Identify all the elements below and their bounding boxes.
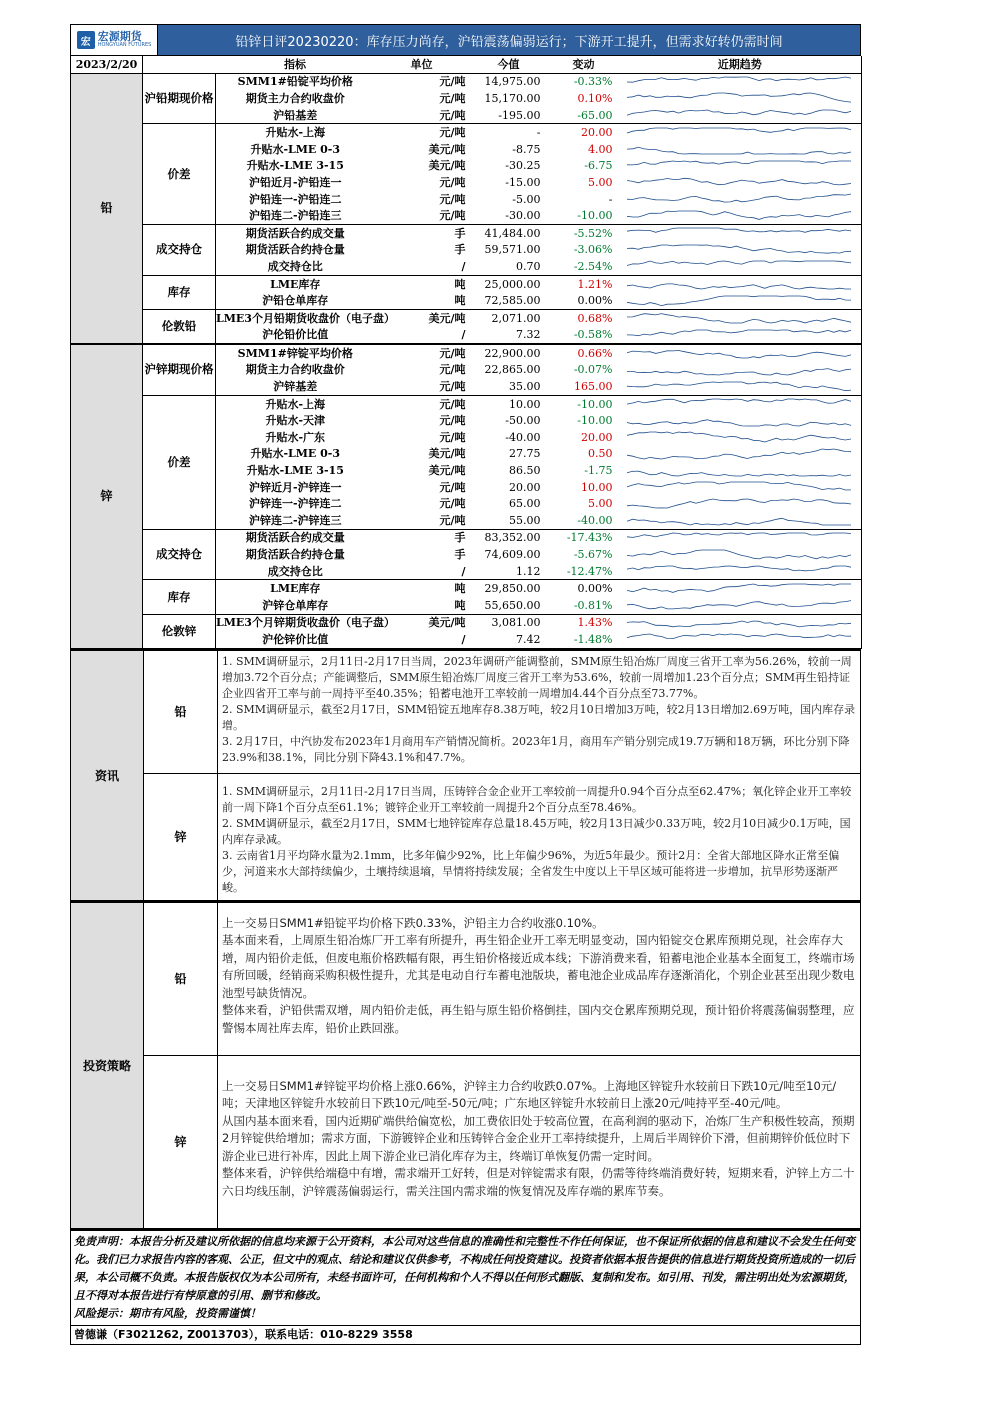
indicator-name: 升贴水-LME 0-3 xyxy=(250,142,341,156)
change-cell: 0.66% xyxy=(549,344,619,362)
unit-cell: / xyxy=(461,564,466,578)
table-row xyxy=(71,124,862,141)
value-cell: -5.00 xyxy=(512,192,541,206)
table-row xyxy=(71,275,862,292)
strategy-zinc-label: 锌 xyxy=(144,1056,218,1228)
indicator-name: 升贴水-LME 3-15 xyxy=(246,159,344,173)
unit-cell: 元/吨 xyxy=(375,395,469,412)
group-label: 成交持仓 xyxy=(143,224,216,275)
trend-line xyxy=(627,128,851,133)
trend-line xyxy=(627,194,851,202)
strategy-section xyxy=(70,901,861,1229)
change-cell: -0.58% xyxy=(573,328,613,342)
change-cell: -3.06% xyxy=(573,243,613,257)
trend-sparkline xyxy=(619,310,859,326)
indicator-name: 沪伦锌价比值 xyxy=(262,632,329,646)
trend-sparkline xyxy=(619,174,859,190)
trend-line xyxy=(627,161,851,165)
trend-cell xyxy=(619,429,862,446)
strategy-lead-text: 上一交易日SMM1#铅锭平均价格下跌0.33%，沪铅主力合约收涨0.10%。 基本面来看，上周原生铅冶炼厂开工率有所提升，再生铅企业开工率无明显变动，国内铅锭交仓累库预期兑现，社会库存大增，周内铅价走低，但废电瓶价格跌幅有限，再生铅价格接近成本线；下游消费来看，铅蓄电池企业基本全面复工，终端市场有所回暖，经销商采购积极性提升，尤其是电动自行车蓄电池版块，蓄电池企业成品库存逐渐消化，个别企业甚至出现少数电池型号缺货情况。 整体来看，沪铅供需双增，周内铅价走低，再生铅与原生铅价格倒挂，国内交仓累库预期兑现，预计铅价将震荡偏弱整理，应警惕本周社库去库，铅价止跌回涨。 xyxy=(222,915,855,1035)
unit-cell: 元/吨 xyxy=(439,497,466,511)
indicator-name: 期货主力合约收盘价 xyxy=(245,91,345,105)
trend-line xyxy=(627,601,851,609)
value-cell: -15.00 xyxy=(505,175,541,189)
trend-cell xyxy=(619,412,862,429)
value-cell: 15,170.00 xyxy=(484,91,541,105)
change-cell: 1.21% xyxy=(549,275,619,292)
table-header-row xyxy=(71,56,862,73)
unit-cell: 元/吨 xyxy=(439,192,466,206)
indicator-name: 升贴水-上海 xyxy=(216,124,375,141)
trend-line xyxy=(627,382,851,391)
unit-cell: 手 xyxy=(454,548,466,562)
change-cell: -1.48% xyxy=(573,632,613,646)
trend-cell xyxy=(619,292,862,309)
value-cell: 14,975.00 xyxy=(469,73,549,90)
indicator-name: 沪铅基差 xyxy=(273,108,318,122)
news-lead-text: 1. SMM调研显示，2月11日-2月17日当周，2023年调研产能调整前，SMM原生铅冶炼厂周度三省开工率为56.26%，较前一周增加3.72个百分点；产能调整后，SMM原生铅冶炼厂周度三省开工率为53.6%，较前一周增加1.23个百分点；SMM再生铅持证企业四省开工率与前一周持平至40.35%；铅蓄电池开工率较前一周增加4.44个百分点至73.77%。 2. SMM调研显示，截至2月17日，SMM铅锭五地库存8.38万吨，较2月10日增加3万吨，较2月13日增加2.69万吨，国内库存录增。 3. 2月17日，中汽协发布2023年1月商用车产销情况简析。2023年1月，商用车产销分别完成19.7万辆和18万辆，环比分别下降23.9%和38.1%，同比分别下降43.1%和47.7%。 xyxy=(222,654,856,764)
report-header xyxy=(70,24,861,56)
strategy-lead-label: 铅 xyxy=(144,903,218,1055)
trend-sparkline xyxy=(619,581,859,597)
trend-line xyxy=(627,621,851,627)
value-cell: 55,650.00 xyxy=(484,598,541,612)
trend-cell xyxy=(619,580,862,597)
news-lead-row xyxy=(144,651,860,774)
indicator-name: 期货活跃合约持仓量 xyxy=(245,548,345,562)
trend-cell xyxy=(619,479,862,496)
change-cell: -10.00 xyxy=(549,395,619,412)
trend-line xyxy=(627,296,851,306)
trend-sparkline xyxy=(619,597,859,613)
change-cell: 1.43% xyxy=(549,614,619,631)
table-row xyxy=(71,614,862,631)
trend-cell xyxy=(619,309,862,326)
indicator-name: 升贴水-上海 xyxy=(216,395,375,412)
strategy-zinc-row xyxy=(144,1056,860,1228)
change-cell: -12.47% xyxy=(566,564,613,578)
value-cell: 22,865.00 xyxy=(484,363,541,377)
trend-cell xyxy=(619,529,862,546)
news-lead-label: 铅 xyxy=(144,651,218,773)
trend-line xyxy=(627,449,851,459)
indicator-name: SMM1#锌锭平均价格 xyxy=(216,344,375,362)
unit-cell: 元/吨 xyxy=(439,480,466,494)
unit-cell: 元/吨 xyxy=(439,363,466,377)
trend-cell xyxy=(619,73,862,90)
trend-cell xyxy=(619,378,862,395)
unit-cell: 元/吨 xyxy=(439,108,466,122)
group-label: 价差 xyxy=(143,395,216,529)
trend-sparkline xyxy=(619,429,859,445)
value-cell: 1.12 xyxy=(516,564,541,578)
unit-cell: / xyxy=(461,328,466,342)
trend-sparkline xyxy=(619,563,859,579)
group-label: 沪铅期现价格 xyxy=(143,73,216,124)
value-cell: 74,609.00 xyxy=(484,548,541,562)
trend-cell xyxy=(619,275,862,292)
change-cell: 10.00 xyxy=(581,480,613,494)
trend-cell xyxy=(619,158,862,175)
unit-cell: 元/吨 xyxy=(439,209,466,223)
change-cell: -0.33% xyxy=(549,73,619,90)
trend-cell xyxy=(619,224,862,241)
value-cell: 55.00 xyxy=(509,513,541,527)
indicator-name: 沪铅仓单库存 xyxy=(262,294,329,308)
trend-sparkline xyxy=(619,242,859,258)
strategy-zinc-text: 上一交易日SMM1#锌锭平均价格上涨0.66%，沪锌主力合约收跌0.07%。上海地区锌锭升水较前日下跌10元/吨至10元/吨；天津地区锌锭升水较前日下跌10元/吨至-50元/吨；广东地区锌锭升水较前日上涨20元/吨持平至-40元/吨。 从国内基本面来看，国内近期矿端供给偏宽松，加工费依旧处于较高位置，在高利润的驱动下，冶炼厂生产积极性较高，预期2月锌锭供给增加；需求方面，下游镀锌企业和压铸锌合金企业开工率持续提升，上周后半周锌价下滑，但前期锌价低位时下游企业已进行补库，因此上周下游企业已消化库存为主，终端订单恢复仍需一定时间。 整体来看，沪锌供给端稳中有增，需求端开工好转，但是对锌锭需求有限，仍需等待终端消费好转，短期来看，沪锌上方二十六日均线压制，沪锌震荡偏弱运行，需关注国内需求端的恢复情况及库存端的累库节奏。 xyxy=(222,1078,855,1198)
trend-cell xyxy=(619,191,862,208)
change-cell: 5.00 xyxy=(588,175,613,189)
change-cell: 165.00 xyxy=(574,380,613,394)
unit-cell: 美元/吨 xyxy=(428,464,466,478)
value-cell: 35.00 xyxy=(509,380,541,394)
strategy-lead-row xyxy=(144,903,860,1056)
trend-line xyxy=(627,584,851,592)
change-cell: 0.00% xyxy=(577,294,613,308)
indicator-name: 成交持仓比 xyxy=(267,259,323,273)
trend-line xyxy=(627,369,851,375)
report-date: 2023/2/20 xyxy=(71,56,143,73)
unit-cell: 美元/吨 xyxy=(375,614,469,631)
trend-sparkline xyxy=(619,413,859,429)
value-cell: 65.00 xyxy=(509,497,541,511)
unit-cell: 元/吨 xyxy=(439,414,466,428)
change-cell: - xyxy=(608,192,613,206)
indicator-name: 期货活跃合约成交量 xyxy=(216,529,375,546)
trend-sparkline xyxy=(619,258,859,274)
trend-cell xyxy=(619,597,862,614)
trend-sparkline xyxy=(619,74,859,90)
table-row xyxy=(71,395,862,412)
trend-line xyxy=(627,432,851,442)
value-cell: -40.00 xyxy=(505,430,541,444)
unit-cell: 元/吨 xyxy=(375,124,469,141)
table-row xyxy=(71,73,862,90)
indicator-name: 沪伦铅价比值 xyxy=(262,328,329,342)
trend-line xyxy=(627,399,851,404)
news-zinc-row xyxy=(144,774,860,900)
trend-cell xyxy=(619,174,862,191)
indicator-name: 成交持仓比 xyxy=(267,564,323,578)
unit-cell: 美元/吨 xyxy=(428,159,466,173)
group-label: 库存 xyxy=(143,580,216,614)
trend-sparkline xyxy=(619,276,859,292)
news-zinc-text: 1. SMM调研显示，2月11日-2月17日当周，压铸锌合金企业开工率较前一周提升0.94个百分点至62.47%；氧化锌企业开工率较前一周下降1个百分点至61.1%；镀锌企业开工率较前一周提升2个百分点至78.46%。 2. SMM调研显示，截至2月17日，SMM七地锌锭库存总量18.45万吨，较2月13日减少0.33万吨，较2月10日减少0.1万吨，国内库存录减。 3. 云南省1月平均降水量为2.1mm，比多年偏少92%，比上年偏少96%，为近5年最少。预计2月：全省大部地区降水正常至偏少，河道来水大部持续偏少，土壤持续退墒，旱情将持续发展；全省发生中度以上干旱区域可能将进一步增加，抗旱形势逐渐严峻。 xyxy=(222,784,852,894)
trend-line xyxy=(627,482,851,490)
table-row xyxy=(71,529,862,546)
trend-sparkline xyxy=(619,225,859,241)
risk-warning: 风险提示：期市有风险，投资需谨慎！ xyxy=(74,1306,261,1320)
col-change: 变动 xyxy=(549,56,619,73)
table-row xyxy=(71,224,862,241)
change-cell: -5.67% xyxy=(573,548,613,562)
indicator-name: LME库存 xyxy=(216,275,375,292)
table-row xyxy=(71,344,862,362)
trend-sparkline xyxy=(619,125,859,141)
change-cell: 5.00 xyxy=(588,497,613,511)
unit-cell: 元/吨 xyxy=(375,344,469,362)
group-label: 伦敦铅 xyxy=(143,309,216,344)
trend-sparkline xyxy=(619,631,859,647)
indicator-name: 沪锌连二-沪锌连三 xyxy=(248,513,342,527)
trend-line xyxy=(627,148,851,155)
unit-cell: 元/吨 xyxy=(439,91,466,105)
trend-line xyxy=(627,179,851,186)
unit-cell: 手 xyxy=(375,224,469,241)
trend-line xyxy=(627,351,851,359)
trend-sparkline xyxy=(619,547,859,563)
value-cell: 3,081.00 xyxy=(469,614,549,631)
change-cell: -5.52% xyxy=(549,224,619,241)
unit-cell: 手 xyxy=(454,243,466,257)
trend-cell xyxy=(619,495,862,512)
market-data-table xyxy=(70,56,862,649)
indicator-name: 期货活跃合约持仓量 xyxy=(245,243,345,257)
trend-sparkline xyxy=(619,208,859,224)
indicator-name: 沪铅连二-沪铅连三 xyxy=(248,209,342,223)
group-label: 伦敦锌 xyxy=(143,614,216,648)
trend-cell xyxy=(619,344,862,362)
trend-sparkline xyxy=(619,463,859,479)
trend-line xyxy=(627,634,851,639)
value-cell: -30.25 xyxy=(505,159,541,173)
indicator-name: 期货主力合约收盘价 xyxy=(245,363,345,377)
indicator-name: LME3个月铅期货收盘价（电子盘） xyxy=(216,309,375,326)
trend-line xyxy=(627,330,851,336)
change-cell: -6.75 xyxy=(584,159,613,173)
unit-cell: 美元/吨 xyxy=(375,309,469,326)
value-cell: 7.42 xyxy=(516,632,541,646)
trend-sparkline xyxy=(619,191,859,207)
value-cell: 72,585.00 xyxy=(484,294,541,308)
value-cell: 10.00 xyxy=(469,395,549,412)
report-page xyxy=(70,24,861,1345)
change-cell: -65.00 xyxy=(577,108,613,122)
trend-line xyxy=(627,314,851,323)
trend-sparkline xyxy=(619,362,859,378)
trend-line xyxy=(627,471,851,476)
group-label: 库存 xyxy=(143,275,216,309)
disclaimer: 免责声明：本报告分析及建议所依据的信息均来源于公开资料，本公司对这些信息的准确性和完整性不作任何保证，也不保证所依据的信息和建议不会发生任何变化。我们已力求报告内容的客观、公正，但文中的观点、结论和建议仅供参考，不构成任何投资建议。投资者依据本报告提供的信息进行期货投资所造成的一切后果，本公司概不负责。本报告版权仅为本公司所有，未经书面许可，任何机构和个人不得以任何形式翻版、复制和发布。如引用、刊发，需注明出处为宏源期货，且不得对本报告进行有悖原意的引用、删节和修改。 风险提示：期市有风险，投资需谨慎！ xyxy=(70,1229,861,1326)
trend-sparkline xyxy=(619,512,859,528)
value-cell: 7.32 xyxy=(516,328,541,342)
change-cell: -2.54% xyxy=(573,259,613,273)
col-value: 今值 xyxy=(469,56,549,73)
value-cell: 20.00 xyxy=(509,480,541,494)
col-unit: 单位 xyxy=(375,56,469,73)
trend-cell xyxy=(619,327,862,345)
indicator-name: 期货活跃合约成交量 xyxy=(216,224,375,241)
group-label: 成交持仓 xyxy=(143,529,216,580)
trend-line xyxy=(627,519,851,526)
trend-cell xyxy=(619,395,862,412)
trend-sparkline xyxy=(619,615,859,631)
trend-sparkline xyxy=(619,107,859,123)
table-row xyxy=(71,580,862,597)
unit-cell: 手 xyxy=(375,529,469,546)
group-label: 价差 xyxy=(143,124,216,225)
unit-cell: 吨 xyxy=(454,294,466,308)
value-cell: 27.75 xyxy=(509,447,541,461)
value-cell: -50.00 xyxy=(505,414,541,428)
indicator-name: 沪锌近月-沪锌连一 xyxy=(248,480,342,494)
trend-cell xyxy=(619,546,862,563)
trend-cell xyxy=(619,631,862,648)
indicator-name: 升贴水-LME 0-3 xyxy=(250,447,341,461)
trend-cell xyxy=(619,207,862,224)
trend-sparkline xyxy=(619,158,859,174)
value-cell: 59,571.00 xyxy=(484,243,541,257)
change-cell: 20.00 xyxy=(581,430,613,444)
trend-cell xyxy=(619,563,862,580)
unit-cell: 元/吨 xyxy=(439,513,466,527)
author-info: 曾德谦（F3021262, Z0013703），联系电话：010-8229 3558 xyxy=(70,1326,861,1345)
value-cell: 25,000.00 xyxy=(469,275,549,292)
value-cell: - xyxy=(469,124,549,141)
change-cell: -40.00 xyxy=(577,513,613,527)
change-cell: -1.75 xyxy=(584,464,613,478)
value-cell: 86.50 xyxy=(509,464,541,478)
unit-cell: / xyxy=(461,259,466,273)
trend-sparkline xyxy=(619,327,859,343)
trend-sparkline xyxy=(619,530,859,546)
trend-line xyxy=(627,533,851,537)
unit-cell: / xyxy=(461,632,466,646)
logo-icon: 宏 xyxy=(77,31,95,49)
indicator-name: 沪锌基差 xyxy=(273,380,318,394)
zinc-category: 锌 xyxy=(71,344,143,648)
trend-line xyxy=(627,110,851,115)
value-cell: -30.00 xyxy=(505,209,541,223)
unit-cell: 美元/吨 xyxy=(428,447,466,461)
trend-cell xyxy=(619,258,862,275)
indicator-name: LME3个月锌期货收盘价（电子盘） xyxy=(216,614,375,631)
change-cell: -10.00 xyxy=(577,209,613,223)
trend-sparkline xyxy=(619,396,859,412)
trend-line xyxy=(627,550,851,559)
value-cell: -8.75 xyxy=(512,142,541,156)
indicator-name: SMM1#铅锭平均价格 xyxy=(216,73,375,90)
change-cell: -0.81% xyxy=(573,598,613,612)
trend-line xyxy=(627,420,851,426)
trend-sparkline xyxy=(619,446,859,462)
trend-sparkline xyxy=(619,141,859,157)
value-cell: 41,484.00 xyxy=(469,224,549,241)
trend-line xyxy=(627,261,851,266)
trend-sparkline xyxy=(619,293,859,309)
change-cell: 0.50 xyxy=(588,447,613,461)
trend-sparkline xyxy=(619,479,859,495)
indicator-name: 升贴水-LME 3-15 xyxy=(246,464,344,478)
trend-cell xyxy=(619,90,862,107)
trend-line xyxy=(627,211,851,219)
value-cell: 0.70 xyxy=(516,259,541,273)
unit-cell: 元/吨 xyxy=(439,175,466,189)
trend-line xyxy=(627,77,851,82)
indicator-name: 升贴水-天津 xyxy=(265,414,326,428)
trend-sparkline xyxy=(619,345,859,361)
news-zinc-label: 锌 xyxy=(144,774,218,900)
change-cell: -17.43% xyxy=(549,529,619,546)
indicator-name: 沪锌仓单库存 xyxy=(262,598,329,612)
trend-line xyxy=(627,93,851,102)
col-indicator: 指标 xyxy=(216,56,375,73)
value-cell: -195.00 xyxy=(498,108,541,122)
trend-sparkline xyxy=(619,496,859,512)
unit-cell: 吨 xyxy=(375,275,469,292)
indicator-name: 沪铅近月-沪铅连一 xyxy=(248,175,342,189)
change-cell: 0.68% xyxy=(549,309,619,326)
trend-line xyxy=(627,228,851,232)
company-logo: 宏 宏源期货 HONGYUAN FUTURES xyxy=(71,25,158,55)
trend-sparkline xyxy=(619,90,859,106)
unit-cell: 吨 xyxy=(375,580,469,597)
indicator-name: 升贴水-广东 xyxy=(265,430,326,444)
trend-cell xyxy=(619,362,862,379)
unit-cell: 元/吨 xyxy=(375,73,469,90)
change-cell: 0.10% xyxy=(577,91,613,105)
col-trend: 近期趋势 xyxy=(619,56,862,73)
change-cell: 0.00% xyxy=(549,580,619,597)
report-title: 铅锌日评20230220：库存压力尚存，沪铅震荡偏弱运行；下游开工提升，但需求好转仍需时间 xyxy=(158,25,860,55)
lead-category: 铅 xyxy=(71,73,143,344)
trend-cell xyxy=(619,124,862,141)
table-row xyxy=(71,309,862,326)
indicator-name: 沪铅连一-沪铅连二 xyxy=(248,192,342,206)
trend-line xyxy=(627,284,851,289)
value-cell: 83,352.00 xyxy=(469,529,549,546)
change-cell: 4.00 xyxy=(588,142,613,156)
trend-cell xyxy=(619,107,862,124)
group-label: 沪锌期现价格 xyxy=(143,344,216,395)
unit-cell: 元/吨 xyxy=(439,430,466,444)
trend-line xyxy=(627,499,851,508)
change-cell: -0.07% xyxy=(573,363,613,377)
unit-cell: 元/吨 xyxy=(439,380,466,394)
change-cell: -10.00 xyxy=(577,414,613,428)
trend-line xyxy=(627,566,851,571)
value-cell: 29,850.00 xyxy=(469,580,549,597)
indicator-name: 沪锌连一-沪锌连二 xyxy=(248,497,342,511)
trend-cell xyxy=(619,462,862,479)
trend-sparkline xyxy=(619,379,859,395)
change-cell: 20.00 xyxy=(549,124,619,141)
unit-cell: 吨 xyxy=(454,598,466,612)
trend-cell xyxy=(619,446,862,463)
trend-cell xyxy=(619,614,862,631)
trend-cell xyxy=(619,512,862,529)
unit-cell: 美元/吨 xyxy=(428,142,466,156)
value-cell: 2,071.00 xyxy=(469,309,549,326)
value-cell: 22,900.00 xyxy=(469,344,549,362)
trend-cell xyxy=(619,242,862,259)
news-section xyxy=(70,649,861,901)
trend-cell xyxy=(619,141,862,158)
trend-line xyxy=(627,245,851,253)
news-label: 资讯 xyxy=(71,651,144,900)
indicator-name: LME库存 xyxy=(216,580,375,597)
strategy-label: 投资策略 xyxy=(71,903,144,1228)
